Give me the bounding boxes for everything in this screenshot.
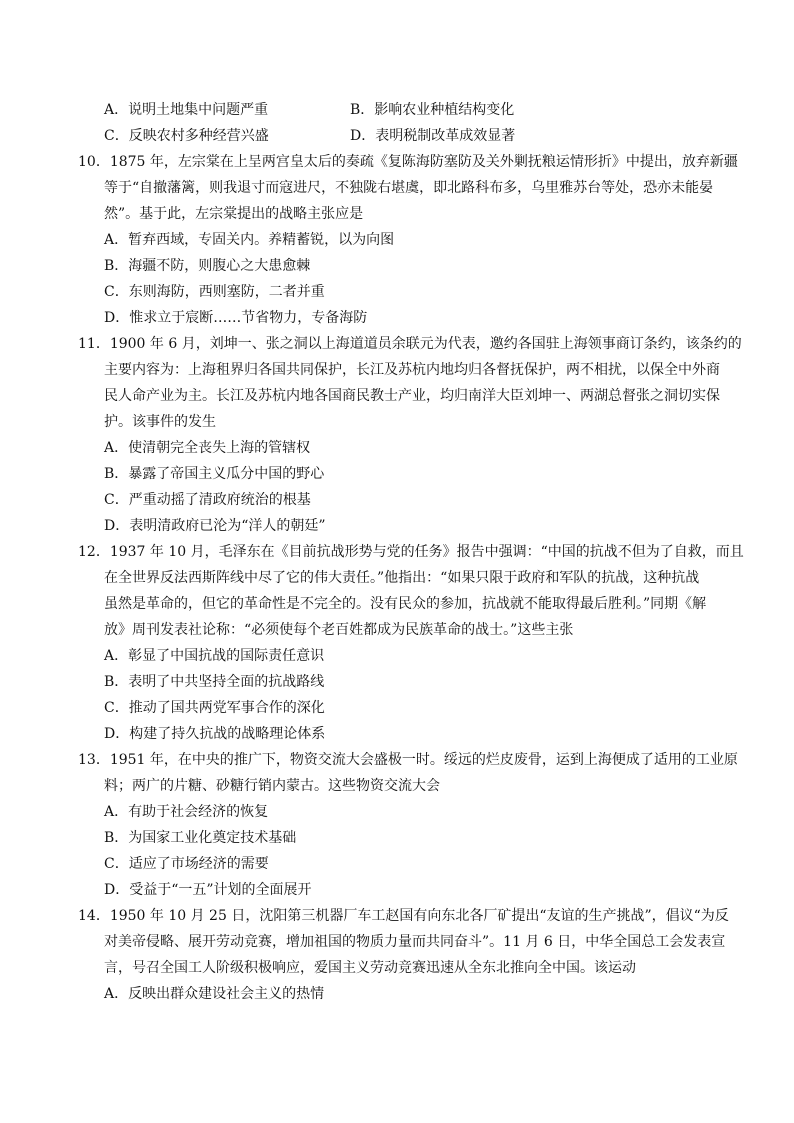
q10-stem-line-1: 10．1875 年，左宗棠在上呈两宫皇太后的奏疏《复陈海防塞防及关外剿抚粮运情形折》中提出，放弃新疆 [78, 154, 738, 170]
q11-option-c[interactable]: C．严重动摇了清政府统治的根基 [104, 492, 311, 508]
q10-option-a[interactable]: A．暂弃西域，专固关内。养精蓄锐，以为向图 [104, 232, 395, 248]
q11-stem-line-2: 主要内容为：上海租界归各国共同保护，长江及苏杭内地均归各督抚保护，两不相扰，以保全中外商 [104, 362, 720, 378]
q12-stem-line-4: 放》周刊发表社论称：“必须使每个老百姓都成为民族革命的战士。”这些主张 [104, 622, 574, 638]
q11-option-a[interactable]: A．使清朝完全丧失上海的管辖权 [104, 440, 311, 456]
q13-option-d[interactable]: D．受益于“一五”计划的全面展开 [104, 882, 312, 898]
q12-option-c[interactable]: C．推动了国共两党军事合作的深化 [104, 700, 325, 716]
q13-option-a[interactable]: A．有助于社会经济的恢复 [104, 804, 269, 820]
q12-stem-line-2: 在全世界反法西斯阵线中尽了它的伟大责任。”他指出：“如果只限于政府和军队的抗战，这种抗战 [104, 570, 700, 586]
q14-stem-line-2: 对美帝侵略、展开劳动竞赛，增加祖国的物质力量而共同奋斗”。11 月 6 日，中华全国总工会发表宣 [104, 934, 726, 950]
q11-option-b[interactable]: B．暴露了帝国主义瓜分中国的野心 [104, 466, 325, 482]
q10-stem-line-2: 等于“自撤藩篱，则我退寸而寇进尺，不独陇右堪虞，即北路科布多，乌里雅苏台等处，恐亦未能晏 [104, 180, 714, 196]
q9-option-c[interactable]: C．反映农村多种经营兴盛 [104, 128, 269, 144]
q14-stem-line-3: 言，号召全国工人阶级积极响应，爱国主义劳动竞赛迅速从全东北推向全中国。该运动 [104, 960, 636, 976]
q12-option-a[interactable]: A．彰显了中国抗战的国际责任意识 [104, 648, 325, 664]
q9-option-a[interactable]: A．说明土地集中问题严重 [104, 102, 269, 118]
q13-stem-line-2: 料；两广的片糖、砂糖行销内蒙古。这些物资交流大会 [104, 778, 440, 794]
q10-option-d[interactable]: D．惟求立于宸断……节省物力，专备海防 [104, 310, 368, 326]
q11-stem-line-4: 护。该事件的发生 [104, 414, 216, 430]
q9-option-d[interactable]: D．表明税制改革成效显著 [350, 128, 516, 144]
q10-stem-line-3: 然”。基于此，左宗棠提出的战略主张应是 [104, 206, 364, 222]
q11-stem-line-3: 民人命产业为主。长江及苏杭内地各国商民教士产业，均归南洋大臣刘坤一、两湖总督张之洞切实保 [104, 388, 720, 404]
q13-stem-line-1: 13．1951 年，在中央的推广下，物资交流大会盛极一时。绥远的烂皮废骨，运到上海便成了适用的工业原 [78, 752, 738, 768]
q11-stem-line-1: 11．1900 年 6 月，刘坤一、张之洞以上海道道员余联元为代表，邀约各国驻上海领事商订条约，该条约的 [78, 336, 742, 352]
q11-option-d[interactable]: D．表明清政府已沦为“洋人的朝廷” [104, 518, 326, 534]
q10-option-b[interactable]: B．海疆不防，则腹心之大患愈棘 [104, 258, 311, 274]
q14-option-a[interactable]: A．反映出群众建设社会主义的热情 [104, 986, 325, 1002]
q9-option-b[interactable]: B．影响农业种植结构变化 [350, 102, 515, 118]
q12-option-d[interactable]: D．构建了持久抗战的战略理论体系 [104, 726, 326, 742]
q12-stem-line-3: 虽然是革命的，但它的革命性是不完全的。没有民众的参加，抗战就不能取得最后胜利。”同期《解 [104, 596, 707, 612]
q12-option-b[interactable]: B．表明了中共坚持全面的抗战路线 [104, 674, 325, 690]
q13-option-c[interactable]: C．适应了市场经济的需要 [104, 856, 269, 872]
q10-option-c[interactable]: C．东则海防，西则塞防，二者并重 [104, 284, 325, 300]
q13-option-b[interactable]: B．为国家工业化奠定技术基础 [104, 830, 297, 846]
q12-stem-line-1: 12．1937 年 10 月，毛泽东在《目前抗战形势与党的任务》报告中强调：“中国的抗战不但为了自救，而且 [78, 544, 744, 560]
q14-stem-line-1: 14．1950 年 10 月 25 日，沈阳第三机器厂车工赵国有向东北各厂矿提出“友谊的生产挑战”，倡议“为反 [78, 908, 729, 924]
